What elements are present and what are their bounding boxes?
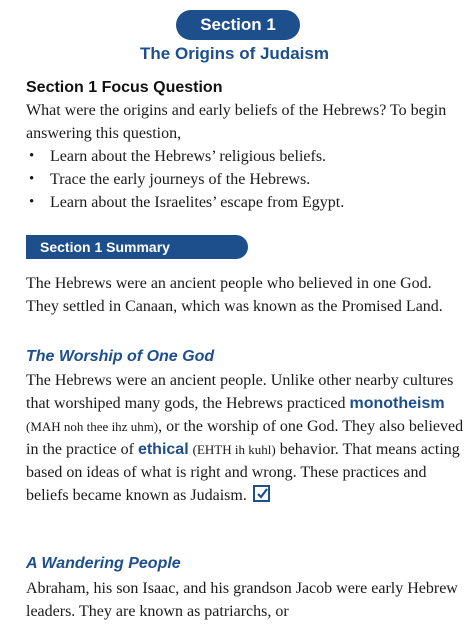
pronunciation: (MAH noh thee ihz uhm) [26,419,159,434]
wandering-heading: A Wandering People [26,555,181,572]
term-ethical: ethical [137,441,189,458]
focus-question-body [26,99,466,214]
focus-list-item: • Trace the early journeys of the Hebrews. [26,168,466,191]
focus-question-heading: Section 1 Focus Question [26,79,223,96]
worship-heading: The Worship of One God [26,348,215,365]
focus-list [26,145,466,214]
checkbox-check-icon[interactable] [253,485,270,502]
wandering-paragraph: Abraham, his son Isaac, and his grandson Jacob were early Hebrew leaders. They are known as patriarchs, or [26,580,458,620]
section-badge: Section 1 [176,10,300,40]
worship-paragraph: The Hebrews were an ancient people. Unlike other nearby cultures that worshiped many gods, the Hebrews practiced monotheism (MAH noh thee ihz uhm), or the worship of one God. They also believed in the practice of ethical (EHTH ih kuhl) behavior. That means acting based on ideas of what is right and wrong. These practices and beliefs became known as Judaism. [26,372,464,504]
focus-list-item: • Learn about the Israelites’ escape from Egypt. [26,191,466,214]
focus-question-text: What were the origins and early beliefs of the Hebrews? To begin answering this question, [26,102,447,142]
term-monotheism: monotheism [349,395,445,412]
summary-banner: Section 1 Summary [26,235,248,259]
bullet-icon: • [29,194,35,210]
section-title: The Origins of Judaism [140,44,329,63]
bullet-icon: • [29,171,35,187]
bullet-icon: • [29,148,35,164]
focus-list-item: • Learn about the Hebrews’ religious beliefs. [26,145,466,168]
summary-intro: The Hebrews were an ancient people who believed in one God. They settled in Canaan, which was known as the Promised Land. [26,275,443,315]
pronunciation: (EHTH ih kuhl) [192,442,276,457]
